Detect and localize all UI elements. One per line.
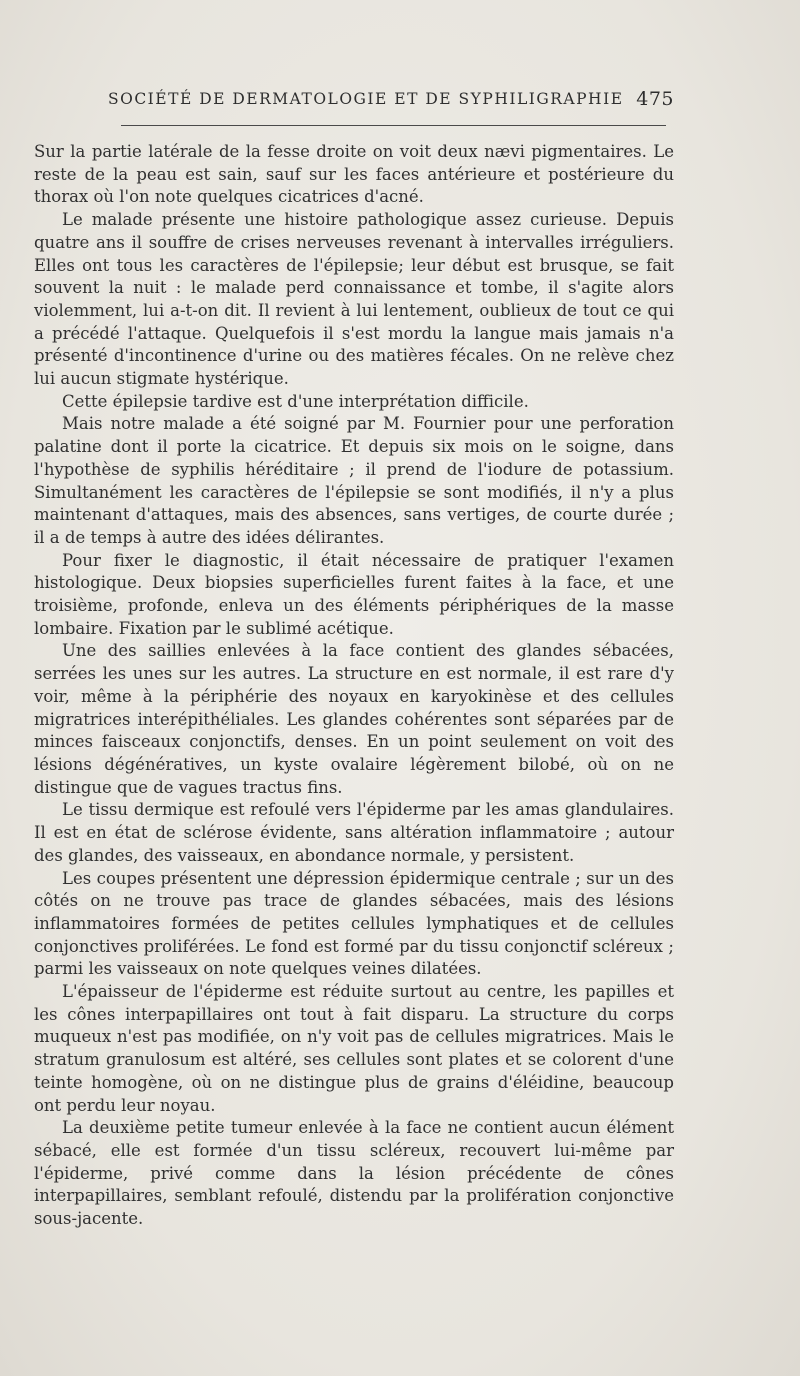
paragraph: Cette épilepsie tardive est d'une interprétation difficile.: [62, 391, 529, 411]
body-text: [34, 141, 674, 1231]
page-number: 475: [636, 88, 674, 110]
paragraph: Mais notre malade a été soigné par M. Fournier pour une perforation palatine dont il porte la cicatrice. Et depuis six mois on le soigne, dans l'hypothèse de syphilis héréditaire ; il prend de l'iodure de potassium. Simultanément les caractères de l'épilepsie se sont modifiés, il n'y a plus maintenant d'attaques, mais des absences, sans vertiges, de courte durée ; il a de temps à autre des idées délirantes.: [34, 414, 674, 547]
paragraph: Les coupes présentent une dépression épidermique centrale ; sur un des côtés on ne trouve pas trace de glandes sébacées, mais des lésions inflammatoires formées de petites cellules lymphatiques et de cellules conjonctives proliférées. Le fond est formé par du tissu conjonctif scléreux ; parmi les vaisseaux on note quelques veines dilatées.: [34, 868, 674, 979]
paragraph: Sur la partie latérale de la fesse droite on voit deux nævi pigmentaires. Le reste de la peau est sain, sauf sur les faces antérieure et postérieure du thorax où l'on note quelques cicatrices d'acné.: [34, 142, 674, 207]
paragraph: Le tissu dermique est refoulé vers l'épiderme par les amas glandulaires. Il est en état de sclérose évidente, sans altération inflammatoire ; autour des glandes, des vaisseaux, en abondance normale, y persistent.: [34, 800, 674, 865]
paragraph: Le malade présente une histoire pathologique assez curieuse. Depuis quatre ans il souffre de crises nerveuses revenant à intervalles irréguliers. Elles ont tous les caractères de l'épilepsie; leur début est brusque, se fait souvent la nuit : le malade perd connaissance et tombe, il s'agite alors violemment, lui a-t-on dit. Il revient à lui lentement, oublieux de tout ce qui a précédé l'attaque. Quelquefois il s'est mordu la langue mais jamais n'a présenté d'incontinence d'urine ou des matières fécales. On ne relève chez lui aucun stigmate hystérique.: [34, 210, 674, 389]
running-title: SOCIÉTÉ DE DERMATOLOGIE ET DE SYPHILIGRAPHIE: [108, 90, 624, 108]
paragraph: La deuxième petite tumeur enlevée à la face ne contient aucun élément sébacé, elle est formée d'un tissu scléreux, recouvert lui-même par l'épiderme, privé comme dans la lésion précédente de cônes interpapillaires, semblant refoulé, distendu par la prolifération conjonctive sous-jacente.: [34, 1118, 674, 1229]
paragraph: Pour fixer le diagnostic, il était nécessaire de pratiquer l'examen histologique. Deux biopsies superficielles furent faites à la face, et une troisième, profonde, enleva un des éléments périphériques de la masse lombaire. Fixation par le sublimé acétique.: [34, 550, 674, 638]
header-rule: [121, 125, 666, 126]
page-header: [108, 88, 674, 116]
paragraph: L'épaisseur de l'épiderme est réduite surtout au centre, les papilles et les cônes interpapillaires ont tout à fait disparu. La structure du corps muqueux n'est pas modifiée, on n'y voit pas de cellules migratrices. Mais le stratum granulosum est altéré, ses cellules sont plates et se colorent d'une teinte homogène, où on ne distingue plus de grains d'éléidine, beaucoup ont perdu leur noyau.: [34, 982, 674, 1115]
paragraph: Une des saillies enlevées à la face contient des glandes sébacées, serrées les unes sur les autres. La structure en est normale, il est rare d'y voir, même à la périphérie des noyaux en karyokinèse et des cellules migratrices interépithéliales. Les glandes cohérentes sont séparées par de minces faisceaux conjonctifs, denses. En un point seulement on voit des lésions dégénératives, un kyste ovalaire légèrement bilobé, où on ne distingue que de vagues tractus fins.: [34, 641, 674, 797]
